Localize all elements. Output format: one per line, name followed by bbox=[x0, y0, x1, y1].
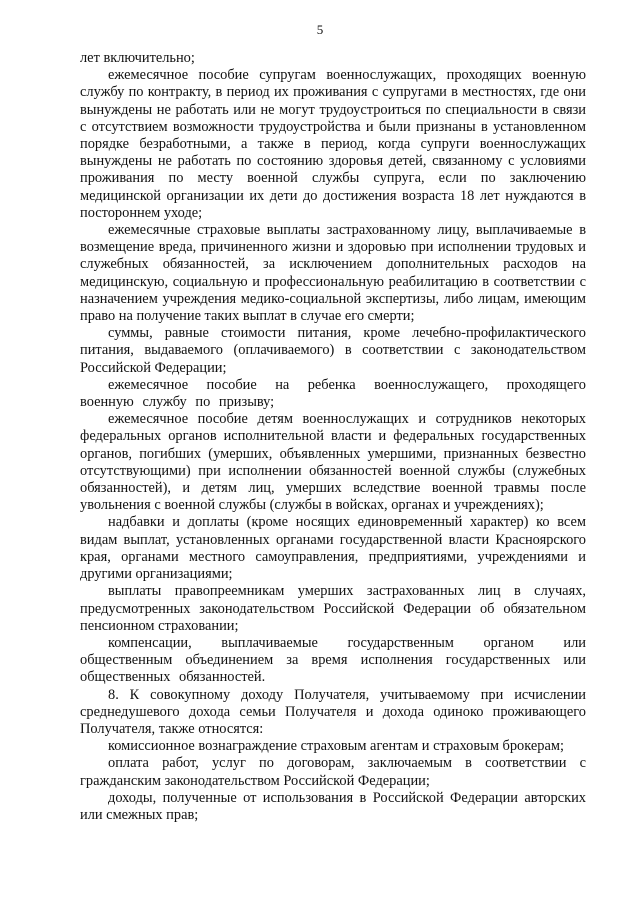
paragraph: ежемесячные страховые выплаты застрахованному лицу, выплачиваемые в возмещение вреда, причиненного жизни и здоровью при исполнении трудовых и служебных обязанностей, за исключением дополнительных расходов на медицинскую, социальную и профессиональную реабилитацию в соответствии с назначением учреждения медико-социальной экспертизы, либо лицам, имеющим право на получение таких выплат в случае его смерти; bbox=[80, 222, 586, 325]
paragraph: выплаты правопреемникам умерших застрахованных лиц в случаях, предусмотренных законодательством Российской Федерации об обязательном пенсионном страховании; bbox=[80, 583, 586, 634]
paragraph: оплата работ, услуг по договорам, заключаемым в соответствии с гражданским законодательством Российской Федерации; bbox=[80, 755, 586, 789]
document-body bbox=[80, 50, 586, 824]
paragraph: 8. К совокупному доходу Получателя, учитываемому при исчислении среднедушевого дохода семьи Получателя и дохода одиноко проживающего Получателя, также относятся: bbox=[80, 686, 586, 737]
paragraph: комиссионное вознаграждение страховым агентам и страховым брокерам; bbox=[108, 738, 564, 755]
paragraph: доходы, полученные от использования в Российской Федерации авторских или смежных прав; bbox=[80, 789, 586, 823]
paragraph: ежемесячное пособие супругам военнослужащих, проходящих военную службу по контракту, в период их проживания с супругами в местностях, где они вынуждены не работать или не могут трудоустроиться по специальности в связи с отсутствием возможности трудоустройства и были признаны в установленном порядке безработными, а также в период, когда супруги военнослужащих вынуждены не работать по состоянию здоровья детей, связанному с условиями проживания по месту военной службы супруга, если по заключению медицинской организации их дети до достижения возраста 18 лет нуждаются в постороннем уходе; bbox=[80, 67, 586, 221]
page-number: 5 bbox=[316, 22, 324, 37]
paragraph: компенсации, выплачиваемые государственным органом или общественным объединением за время исполнения государственных или общественных обязанностей. bbox=[80, 634, 586, 686]
paragraph: ежемесячное пособие на ребенка военнослужащего, проходящего военную службу по призыву; bbox=[80, 376, 586, 411]
paragraph: надбавки и доплаты (кроме носящих единовременный характер) ко всем видам выплат, установленных органами государственной власти Красноярского края, органами местного самоуправления, предприятиями, учреждениями и другими организациями; bbox=[80, 514, 586, 583]
paragraph: ежемесячное пособие детям военнослужащих и сотрудников некоторых федеральных органов исполнительной власти и федеральных государственных органов, погибших (умерших, объявленных умершими, признанных безвестно отсутствующими) при исполнении обязанностей военной службы (служебных обязанностей), и детям лиц, умерших вследствие военной травмы после увольнения с военной службы (службы в войсках, органах и учреждениях); bbox=[80, 411, 586, 514]
paragraph: лет включительно; bbox=[80, 50, 195, 66]
paragraph: суммы, равные стоимости питания, кроме лечебно-профилактического питания, выдаваемого (оплачиваемого) в соответствии с законодательством Российской Федерации; bbox=[80, 325, 586, 376]
